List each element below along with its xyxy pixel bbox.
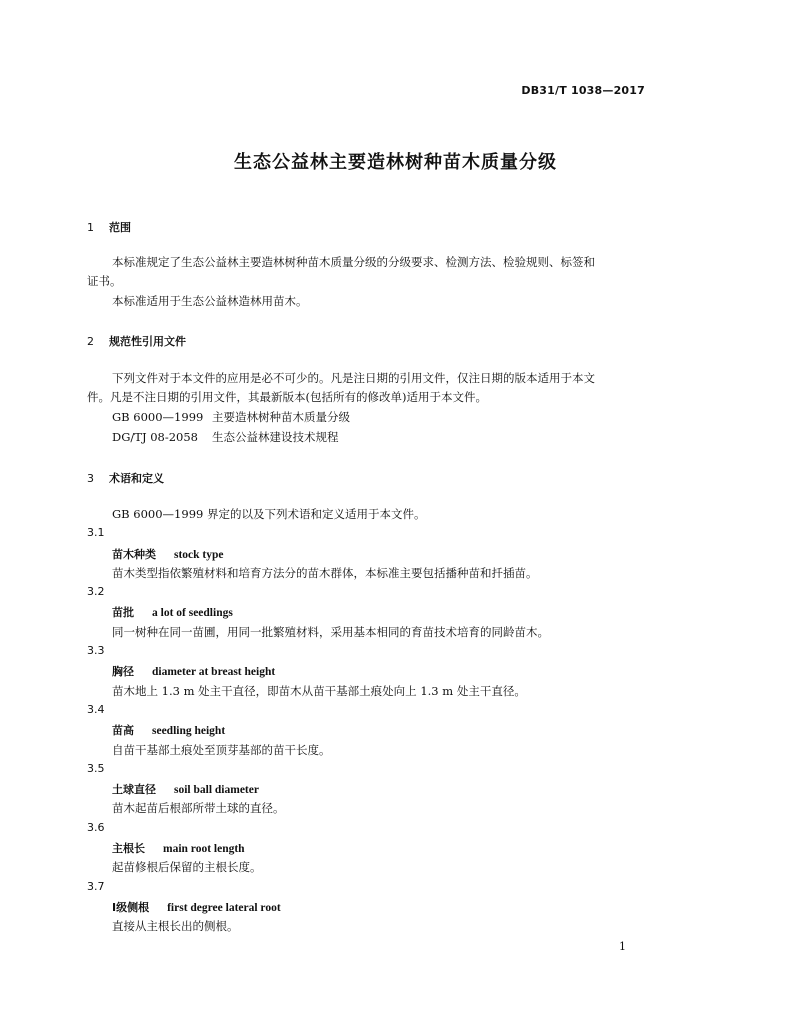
term-entry [112,781,259,797]
term-english: soil ball diameter [174,784,259,796]
clause-number: 3.7 [87,880,105,893]
terms-intro: GB 6000—1999 界定的以及下列术语和定义适用于本文件。 [112,507,426,521]
term-entry [112,722,225,738]
section-heading-terms [87,470,164,486]
term-definition: 苗木地上 1.3 m 处主干直径，即苗木从苗干基部土痕处向上 1.3 m 处主干直径。 [112,684,526,698]
term-definition: 苗木类型指依繁殖材料和培育方法分的苗木群体，本标准主要包括播种苗和扦插苗。 [112,566,538,580]
standard-code: DB31/T 1038—2017 [521,84,645,97]
term-entry [112,663,275,679]
section-number: 1 [87,221,94,234]
reference-code: DG/TJ 08-2058 [112,430,199,444]
reference-code: GB 6000—1999 [112,410,204,424]
term-chinese: 土球直径 [112,783,156,796]
clause-number: 3.2 [87,585,105,598]
clause-number: 3.6 [87,821,105,834]
term-entry [112,840,245,856]
term-english: diameter at breast height [152,666,276,678]
term-entry [112,604,233,620]
clause-number: 3.3 [87,644,105,657]
reference-item [112,409,350,425]
term-definition: 起苗修根后保留的主根长度。 [112,860,262,874]
term-definition: 直接从主根长出的侧根。 [112,919,239,933]
reference-item [112,429,339,445]
document-title: 生态公益林主要造林树种苗木质量分级 [234,152,557,173]
term-english: first degree lateral root [167,902,281,914]
reference-title: 生态公益林建设技术规程 [212,430,339,444]
term-entry [112,899,281,915]
section-number: 3 [87,472,94,485]
clause-number: 3.1 [87,526,105,539]
refs-paragraph-line-1: 下列文件对于本文件的应用是必不可少的。凡是注日期的引用文件，仅注日期的版本适用于本文 [112,371,595,385]
term-definition: 苗木起苗后根部所带土球的直径。 [112,801,285,815]
scope-paragraph-line-2: 证书。 [87,274,122,288]
term-definition: 自苗干基部土痕处至顶芽基部的苗干长度。 [112,743,331,757]
section-title: 范围 [109,221,131,234]
scope-paragraph-2: 本标准适用于生态公益林造林用苗木。 [112,294,308,308]
page-number: 1 [619,940,626,953]
term-chinese: 胸径 [112,665,134,678]
term-english: main root length [163,843,245,855]
clause-number: 3.5 [87,762,105,775]
section-heading-scope [87,219,131,235]
term-english: stock type [174,549,224,561]
reference-title: 主要造林树种苗木质量分级 [212,410,350,424]
clause-number: 3.4 [87,703,105,716]
refs-paragraph-line-2: 件。凡是不注日期的引用文件，其最新版本(包括所有的修改单)适用于本文件。 [87,390,487,404]
term-chinese: 苗批 [112,606,134,619]
term-chinese: 苗高 [112,724,134,737]
term-english: a lot of seedlings [152,607,233,619]
section-title: 术语和定义 [109,472,164,485]
section-number: 2 [87,335,94,348]
scope-paragraph-line-1: 本标准规定了生态公益林主要造林树种苗木质量分级的分级要求、检测方法、检验规则、标签和 [112,255,595,269]
term-chinese: Ⅰ级侧根 [112,901,150,914]
term-chinese: 主根长 [112,842,145,855]
section-heading-normative-refs [87,333,186,349]
term-chinese: 苗木种类 [112,548,156,561]
section-title: 规范性引用文件 [109,335,186,348]
term-entry [112,546,224,562]
term-definition: 同一树种在同一苗圃，用同一批繁殖材料，采用基本相同的育苗技术培育的同龄苗木。 [112,625,549,639]
term-english: seedling height [152,725,226,737]
